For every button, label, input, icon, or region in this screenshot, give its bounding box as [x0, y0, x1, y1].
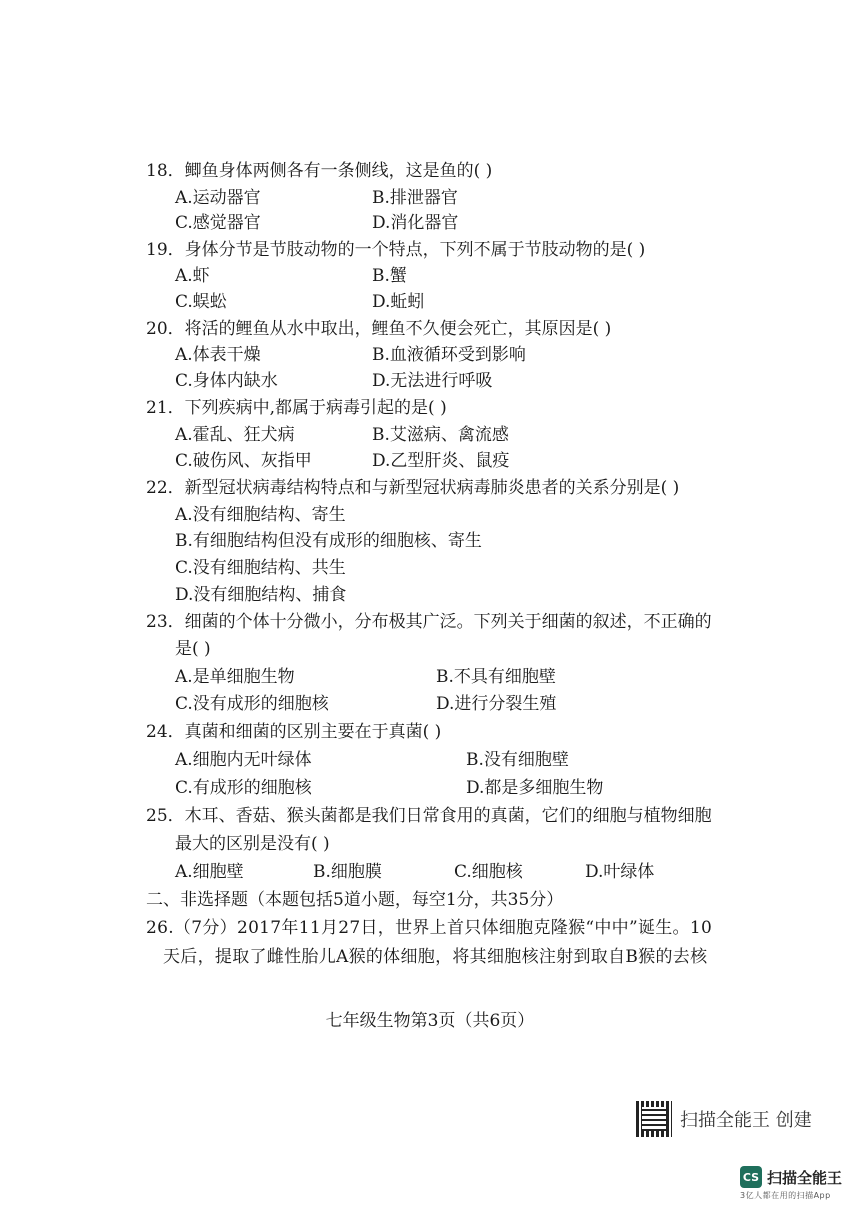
scanner-watermark: [636, 1101, 812, 1137]
question-21-stem: 21．下列疾病中,都属于病毒引起的是( ): [146, 398, 447, 418]
cs-logo-icon: CS: [740, 1166, 762, 1188]
q21-option-d: D.乙型肝炎、鼠疫: [372, 451, 510, 471]
q22-option-a: A.没有细胞结构、寄生: [175, 505, 346, 525]
question-25-stem-cont: 最大的区别是没有( ): [175, 834, 330, 854]
q25-option-d: D.叶绿体: [585, 862, 655, 882]
page-footer: 七年级生物第3页（共6页）: [325, 1011, 535, 1031]
q22-option-c: C.没有细胞结构、共生: [175, 558, 346, 578]
qr-code-icon: [636, 1101, 672, 1137]
q24-option-a: A.细胞内无叶绿体: [175, 750, 312, 770]
question-25-stem: 25．木耳、香菇、猴头菌都是我们日常食用的真菌，它们的细胞与植物细胞: [146, 806, 712, 826]
q18-option-d: D.消化器官: [372, 213, 459, 233]
q23-option-a: A.是单细胞生物: [175, 667, 295, 687]
q20-option-d: D.无法进行呼吸: [372, 371, 493, 391]
question-23-stem-cont: 是( ): [175, 639, 211, 659]
app-logo: [740, 1166, 842, 1201]
question-26-line-1: 26.（7分）2017年11月27日，世界上首只体细胞克隆猴“中中”诞生。10: [146, 918, 713, 938]
q24-option-d: D.都是多细胞生物: [466, 778, 604, 798]
question-18-stem: 18．鲫鱼身体两侧各有一条侧线，这是鱼的( ): [146, 161, 493, 181]
question-19-stem: 19．身体分节是节肢动物的一个特点，下列不属于节肢动物的是( ): [146, 240, 646, 260]
question-22-stem: 22．新型冠状病毒结构特点和与新型冠状病毒肺炎患者的关系分别是( ): [146, 478, 680, 498]
q20-option-c: C.身体内缺水: [175, 371, 278, 391]
question-24-stem: 24．真菌和细菌的区别主要在于真菌( ): [146, 722, 442, 742]
q21-option-b: B.艾滋病、禽流感: [372, 425, 509, 445]
q18-option-a: A.运动器官: [175, 188, 261, 208]
q24-option-b: B.没有细胞壁: [466, 750, 569, 770]
q21-option-a: A.霍乱、狂犬病: [175, 425, 295, 445]
logo-name: 扫描全能王: [767, 1168, 843, 1187]
q20-option-a: A.体表干燥: [175, 345, 261, 365]
question-23-stem: 23．细菌的个体十分微小，分布极其广泛。下列关于细菌的叙述，不正确的: [146, 612, 712, 632]
q18-option-b: B.排泄器官: [372, 188, 458, 208]
question-20-stem: 20．将活的鲤鱼从水中取出，鲤鱼不久便会死亡，其原因是( ): [146, 319, 612, 339]
watermark-text: 扫描全能王 创建: [680, 1110, 812, 1131]
logo-tagline: 3亿人都在用的扫描App: [740, 1191, 831, 1200]
q24-option-c: C.有成形的细胞核: [175, 778, 312, 798]
section-2-heading: 二、非选择题（本题包括5道小题，每空1分，共35分）: [146, 890, 564, 910]
q19-option-b: B.蟹: [372, 266, 407, 286]
q20-option-b: B.血液循环受到影响: [372, 345, 526, 365]
q19-option-d: D.蚯蚓: [372, 292, 425, 312]
q19-option-c: C.蜈蚣: [175, 292, 227, 312]
q25-option-b: B.细胞膜: [313, 862, 382, 882]
q22-option-d: D.没有细胞结构、捕食: [175, 585, 347, 605]
question-26-line-2: 天后，提取了雌性胎儿A猴的体细胞，将其细胞核注射到取自B猴的去核: [163, 947, 708, 967]
q23-option-b: B.不具有细胞壁: [436, 667, 556, 687]
q25-option-c: C.细胞核: [454, 862, 523, 882]
q25-option-a: A.细胞壁: [175, 862, 244, 882]
q23-option-c: C.没有成形的细胞核: [175, 694, 329, 714]
q18-option-c: C.感觉器官: [175, 213, 261, 233]
q23-option-d: D.进行分裂生殖: [436, 694, 557, 714]
q19-option-a: A.虾: [175, 266, 210, 286]
q22-option-b: B.有细胞结构但没有成形的细胞核、寄生: [175, 531, 482, 551]
q21-option-c: C.破伤风、灰指甲: [175, 451, 312, 471]
